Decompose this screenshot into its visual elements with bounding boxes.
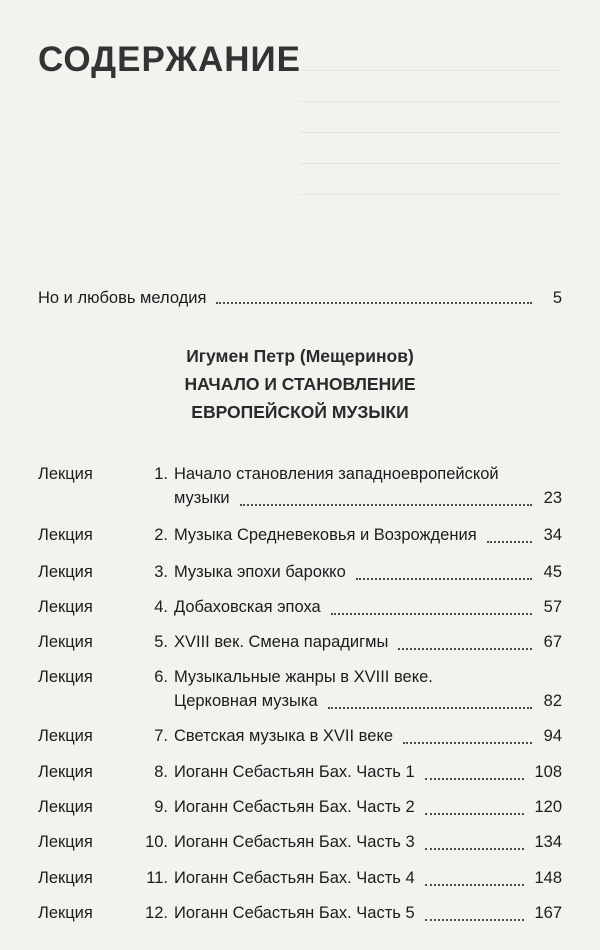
lecture-number: 6.	[154, 668, 168, 686]
lecture-title: Музыка эпохи барокко	[174, 563, 346, 581]
lecture-entry[interactable]	[38, 830, 562, 854]
lecture-text	[174, 462, 562, 510]
show-through-bleed	[300, 40, 560, 260]
lecture-label: Лекция	[38, 727, 93, 745]
lecture-page: 67	[543, 633, 562, 651]
lecture-number: 4.	[154, 598, 168, 616]
lecture-label: Лекция	[38, 526, 93, 544]
lecture-text	[174, 560, 562, 584]
lecture-number: 12.	[145, 904, 168, 922]
lecture-page: 108	[534, 763, 562, 781]
lecture-entry[interactable]	[38, 665, 562, 715]
dot-leader	[425, 848, 525, 850]
page-title: СОДЕРЖАНИЕ	[38, 40, 302, 79]
lecture-page: 45	[543, 563, 562, 581]
lecture-number: 2.	[154, 526, 168, 544]
lecture-page: 120	[534, 798, 562, 816]
lecture-number: 3.	[154, 563, 168, 581]
dot-leader	[356, 578, 532, 580]
lecture-entry[interactable]	[38, 760, 562, 784]
lecture-page: 34	[543, 526, 562, 544]
lecture-page: 94	[543, 727, 562, 745]
lecture-entry[interactable]	[38, 523, 562, 547]
dot-leader	[425, 778, 525, 780]
lecture-page: 134	[534, 833, 562, 851]
lecture-label: Лекция	[38, 563, 93, 581]
lecture-page: 23	[543, 489, 562, 507]
lecture-label: Лекция	[38, 904, 93, 922]
lecture-text	[174, 523, 562, 547]
lecture-text	[174, 866, 562, 890]
lecture-label: Лекция	[38, 763, 93, 781]
dot-leader	[425, 884, 525, 886]
lecture-number: 9.	[154, 798, 168, 816]
lecture-text	[174, 830, 562, 854]
lecture-entry[interactable]	[38, 595, 562, 619]
lecture-text	[174, 760, 562, 784]
lecture-label: Лекция	[38, 633, 93, 651]
lecture-entry[interactable]	[38, 866, 562, 890]
lecture-label: Лекция	[38, 465, 93, 483]
lecture-text	[174, 901, 562, 925]
lecture-text	[174, 724, 562, 748]
lecture-number: 1.	[154, 465, 168, 483]
dot-leader	[425, 919, 525, 921]
lecture-number: 11.	[146, 869, 168, 887]
lecture-label: Лекция	[38, 833, 93, 851]
toc-entry-intro[interactable]	[38, 288, 562, 308]
dot-leader	[425, 813, 525, 815]
lecture-page: 82	[543, 692, 562, 710]
lecture-text	[174, 665, 562, 713]
dot-leader	[398, 648, 532, 650]
section-heading-line2: ЕВРОПЕЙСКОЙ МУЗЫКИ	[191, 402, 409, 422]
lecture-title: Светская музыка в XVII веке	[174, 727, 394, 745]
lecture-title-line1: Музыкальные жанры в XVIII веке.	[174, 668, 433, 686]
dot-leader	[240, 504, 532, 506]
toc-entry-page: 5	[552, 289, 562, 307]
lecture-number: 5.	[154, 633, 168, 651]
lecture-page: 148	[534, 869, 562, 887]
lecture-title: Иоганн Себастьян Бах. Часть 5	[174, 904, 415, 922]
dot-leader	[216, 302, 532, 304]
lecture-entry[interactable]	[38, 795, 562, 819]
toc-entry-title: Но и любовь мелодия	[38, 289, 207, 307]
dot-leader	[331, 613, 532, 615]
lecture-entry[interactable]	[38, 724, 562, 748]
lecture-title: Иоганн Себастьян Бах. Часть 2	[174, 798, 415, 816]
lecture-label: Лекция	[38, 869, 93, 887]
lecture-number: 10.	[145, 833, 168, 851]
lecture-page: 167	[534, 904, 562, 922]
lecture-entry[interactable]	[38, 901, 562, 925]
lecture-number: 7.	[154, 727, 168, 745]
section-heading-line1: НАЧАЛО И СТАНОВЛЕНИЕ	[184, 374, 416, 394]
lecture-text	[174, 795, 562, 819]
dot-leader	[328, 707, 532, 709]
lecture-title: Иоганн Себастьян Бах. Часть 4	[174, 869, 415, 887]
lecture-title: Иоганн Себастьян Бах. Часть 3	[174, 833, 415, 851]
lecture-title: Иоганн Себастьян Бах. Часть 1	[174, 763, 415, 781]
lecture-title-line2: музыки	[174, 489, 230, 507]
lecture-label: Лекция	[38, 798, 93, 816]
lecture-entry[interactable]	[38, 462, 562, 512]
lecture-title: Добаховская эпоха	[174, 598, 321, 616]
lecture-number: 8.	[154, 763, 168, 781]
section-author: Игумен Петр (Мещеринов)	[186, 346, 414, 366]
lecture-title-line1: Начало становления западноевропейской	[174, 465, 499, 483]
lecture-title-line2: Церковная музыка	[174, 692, 318, 710]
lecture-text	[174, 595, 562, 619]
lecture-entry[interactable]	[38, 560, 562, 584]
lecture-page: 57	[543, 598, 562, 616]
dot-leader	[487, 541, 532, 543]
lecture-title: XVIII век. Смена парадигмы	[174, 633, 389, 651]
dot-leader	[403, 742, 532, 744]
lecture-entry[interactable]	[38, 630, 562, 654]
lecture-text	[174, 630, 562, 654]
lecture-label: Лекция	[38, 598, 93, 616]
lecture-title: Музыка Средневековья и Возрождения	[174, 526, 477, 544]
lecture-label: Лекция	[38, 668, 93, 686]
